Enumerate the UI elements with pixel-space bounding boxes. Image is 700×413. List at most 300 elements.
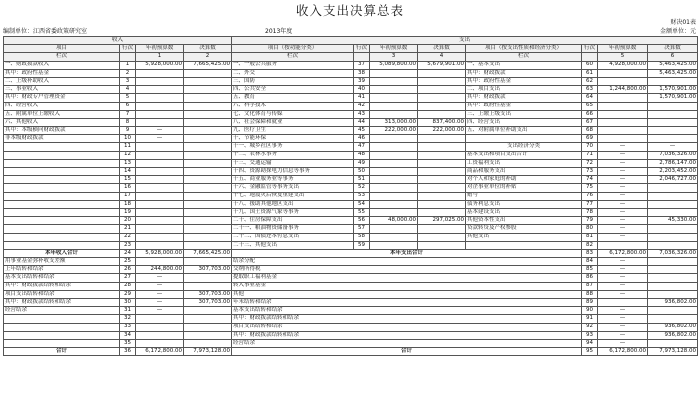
table-cell: — — [648, 143, 698, 151]
section-expense: 支出 — [232, 37, 698, 45]
table-cell — [598, 102, 648, 110]
table-cell — [370, 151, 418, 159]
table-cell — [136, 143, 184, 151]
table-cell: 34 — [120, 331, 136, 339]
table-cell: 33 — [120, 323, 136, 331]
table-cell: 63 — [582, 86, 598, 94]
table-row — [4, 168, 698, 176]
table-row — [4, 315, 698, 323]
table-cell: 合计 — [4, 348, 120, 356]
table-cell — [184, 331, 232, 339]
table-cell — [184, 315, 232, 323]
table-cell — [136, 233, 184, 241]
table-cell — [184, 102, 232, 110]
column-subheader: 2 — [184, 53, 232, 61]
table-cell — [370, 135, 418, 143]
table-cell: 6 — [120, 102, 136, 110]
table-cell — [418, 184, 466, 192]
table-cell: 313,000.00 — [370, 118, 418, 126]
table-cell: 十八、援助其他地区支出 — [232, 200, 354, 208]
table-cell: — — [598, 339, 648, 347]
table-cell: — — [598, 258, 648, 266]
table-cell — [184, 159, 232, 167]
table-cell — [418, 102, 466, 110]
table-cell: 53 — [354, 192, 370, 200]
table-row — [4, 339, 698, 347]
table-cell: 37 — [354, 61, 370, 69]
table-cell: 其他资本性支出 — [466, 217, 582, 225]
table-row — [4, 299, 698, 307]
report-meta — [3, 26, 696, 35]
table-cell — [136, 176, 184, 184]
table-cell — [4, 315, 120, 323]
table-cell: 72 — [582, 159, 598, 167]
table-cell: 其中：财政拨款结转和结余 — [4, 282, 120, 290]
column-header: 年初预算数 — [598, 45, 648, 53]
table-cell: — — [136, 299, 184, 307]
column-subheader — [354, 53, 370, 61]
table-cell: 其中：财政拨款 — [466, 69, 582, 77]
table-cell: 46 — [354, 135, 370, 143]
table-row — [4, 282, 698, 290]
table-cell — [648, 241, 698, 249]
table-cell: 上年结转和结余 — [4, 266, 120, 274]
table-cell: 32 — [120, 315, 136, 323]
table-cell: 85 — [582, 266, 598, 274]
table-cell: 65 — [582, 102, 598, 110]
table-cell: 80 — [582, 225, 598, 233]
table-cell — [648, 266, 698, 274]
column-header: 项目（按功能分类） — [232, 45, 354, 53]
table-cell: 7,973,128.00 — [648, 348, 698, 356]
table-cell — [184, 323, 232, 331]
table-cell — [136, 184, 184, 192]
table-cell — [648, 282, 698, 290]
table-cell — [598, 94, 648, 102]
table-cell: 十、节能环保 — [232, 135, 354, 143]
table-cell: 70 — [582, 143, 598, 151]
table-cell — [648, 274, 698, 282]
table-cell: 38 — [354, 69, 370, 77]
table-cell: 支出经济分类 — [466, 143, 582, 151]
table-cell: 四、公共安全 — [232, 86, 354, 94]
table-cell: 2 — [120, 69, 136, 77]
table-cell: 20 — [120, 217, 136, 225]
table-cell — [598, 118, 648, 126]
table-cell: — — [598, 274, 648, 282]
table-cell — [648, 102, 698, 110]
table-cell — [418, 135, 466, 143]
table-cell — [598, 69, 648, 77]
column-header: 决算数 — [184, 45, 232, 53]
table-cell — [136, 151, 184, 159]
table-cell: 30 — [120, 299, 136, 307]
table-cell: 5,928,000.00 — [136, 249, 184, 257]
column-header: 决算数 — [418, 45, 466, 53]
table-cell: 工资福利支出 — [466, 159, 582, 167]
table-cell: 35 — [120, 339, 136, 347]
table-cell — [4, 233, 120, 241]
table-cell — [136, 118, 184, 126]
table-cell: — — [598, 266, 648, 274]
table-cell: — — [598, 208, 648, 216]
table-cell: 二十、住房保障支出 — [232, 217, 354, 225]
table-cell — [418, 151, 466, 159]
table-cell: 62 — [582, 77, 598, 85]
table-cell — [648, 315, 698, 323]
column-header: 行次 — [354, 45, 370, 53]
table-cell: — — [598, 307, 648, 315]
table-cell: 48 — [354, 151, 370, 159]
table-cell: 79 — [582, 217, 598, 225]
column-header: 年初预算数 — [136, 45, 184, 53]
table-cell: 24 — [120, 249, 136, 257]
table-cell: 15 — [120, 176, 136, 184]
table-row — [4, 290, 698, 298]
table-cell — [648, 290, 698, 298]
table-row — [4, 143, 698, 151]
table-cell: 6,172,800.00 — [598, 348, 648, 356]
table-cell — [136, 94, 184, 102]
table-row — [4, 266, 698, 274]
table-cell — [598, 110, 648, 118]
table-cell — [136, 315, 184, 323]
summary-table — [3, 36, 698, 356]
table-cell — [136, 168, 184, 176]
table-cell — [418, 159, 466, 167]
table-cell: 7,665,425.00 — [184, 249, 232, 257]
table-row — [4, 241, 698, 249]
table-cell — [184, 168, 232, 176]
table-cell: 86 — [582, 274, 598, 282]
table-cell — [136, 200, 184, 208]
table-cell — [136, 323, 184, 331]
table-cell: 十九、国土资源气象等事务 — [232, 208, 354, 216]
table-cell: 244,800.00 — [136, 266, 184, 274]
table-cell — [648, 225, 698, 233]
table-cell — [418, 110, 466, 118]
table-cell — [370, 184, 418, 192]
table-cell — [184, 69, 232, 77]
table-cell: 222,000.00 — [418, 127, 466, 135]
table-cell: — — [598, 184, 648, 192]
table-cell: 22 — [120, 233, 136, 241]
table-cell: 83 — [582, 249, 598, 257]
table-cell: 项目支出结转和结余 — [232, 323, 582, 331]
table-cell: 4 — [120, 86, 136, 94]
table-cell: 三、国防 — [232, 77, 354, 85]
table-cell — [418, 200, 466, 208]
table-cell: 结余分配 — [232, 258, 582, 266]
table-cell — [648, 192, 698, 200]
table-cell: 45 — [354, 127, 370, 135]
table-cell: 2,046,727.00 — [648, 176, 698, 184]
table-cell: 对企事业单位的补贴 — [466, 184, 582, 192]
table-cell: 五、对附属单位补助支出 — [466, 127, 582, 135]
table-cell: 13 — [120, 159, 136, 167]
table-cell: 本年收入合计 — [4, 249, 120, 257]
table-cell — [648, 258, 698, 266]
column-subheader — [120, 53, 136, 61]
table-row — [4, 118, 698, 126]
table-cell: 78 — [582, 208, 598, 216]
table-cell: 73 — [582, 168, 598, 176]
column-header: 行次 — [582, 45, 598, 53]
column-header: 项目（按支出性质和经济分类） — [466, 45, 582, 53]
form-number: 财决01表 — [670, 19, 696, 26]
column-header: 年初预算数 — [370, 45, 418, 53]
column-subheader: 4 — [418, 53, 466, 61]
table-row — [4, 323, 698, 331]
table-row — [4, 208, 698, 216]
table-cell: 58 — [354, 233, 370, 241]
table-cell — [136, 331, 184, 339]
table-cell: — — [598, 143, 648, 151]
table-cell: 合计 — [232, 348, 582, 356]
table-cell: 297,025.00 — [418, 217, 466, 225]
table-cell: 82 — [582, 241, 598, 249]
table-cell: 7 — [120, 110, 136, 118]
column-subheader: 栏次 — [4, 53, 120, 61]
table-cell: 60 — [582, 61, 598, 69]
table-cell — [4, 192, 120, 200]
table-cell: 936,802.00 — [648, 331, 698, 339]
table-cell: 48,000.00 — [370, 217, 418, 225]
table-cell: 5,089,800.00 — [370, 61, 418, 69]
table-cell: 三、事业收入 — [4, 86, 120, 94]
table-cell — [136, 86, 184, 94]
table-cell: 18 — [120, 200, 136, 208]
table-cell: 59 — [354, 241, 370, 249]
table-cell: 54 — [354, 200, 370, 208]
table-cell: 27 — [120, 274, 136, 282]
table-cell: 债务利息支出 — [466, 200, 582, 208]
table-cell: 基本支出和项目支出合计 — [466, 151, 582, 159]
table-cell — [136, 77, 184, 85]
table-cell — [136, 339, 184, 347]
table-cell: 5,928,000.00 — [136, 61, 184, 69]
table-cell: 41 — [354, 94, 370, 102]
column-header: 决算数 — [648, 45, 698, 53]
table-cell: 其中：财政拨款结转和结余 — [232, 315, 582, 323]
table-cell — [184, 241, 232, 249]
table-cell — [648, 233, 698, 241]
table-cell — [418, 94, 466, 102]
table-cell: — — [598, 217, 648, 225]
table-cell: 64 — [582, 94, 598, 102]
table-cell — [598, 135, 648, 143]
table-row — [4, 110, 698, 118]
table-cell: 5 — [120, 94, 136, 102]
table-cell — [648, 135, 698, 143]
table-cell: 其他 — [232, 290, 582, 298]
table-cell: — — [598, 168, 648, 176]
table-cell: 4,928,000.00 — [598, 61, 648, 69]
table-cell: 8 — [120, 118, 136, 126]
table-cell: 7,665,425.00 — [184, 61, 232, 69]
table-cell — [184, 307, 232, 315]
table-cell: 1 — [120, 61, 136, 69]
table-cell — [370, 225, 418, 233]
table-cell: 837,400.00 — [418, 118, 466, 126]
table-cell — [4, 184, 120, 192]
amount-unit: 金额单位：元 — [659, 28, 696, 35]
table-cell — [184, 208, 232, 216]
table-cell — [4, 339, 120, 347]
table-cell: 二、项目支出 — [466, 86, 582, 94]
table-cell — [648, 307, 698, 315]
table-cell — [184, 339, 232, 347]
table-row — [4, 348, 698, 356]
table-cell — [136, 208, 184, 216]
table-cell — [418, 86, 466, 94]
table-cell — [370, 159, 418, 167]
table-cell: — — [598, 282, 648, 290]
table-cell: 42 — [354, 102, 370, 110]
table-cell — [370, 233, 418, 241]
table-cell — [370, 94, 418, 102]
table-cell — [184, 151, 232, 159]
table-cell — [370, 69, 418, 77]
table-row — [4, 184, 698, 192]
table-cell: 75 — [582, 184, 598, 192]
table-cell — [184, 86, 232, 94]
table-cell: 88 — [582, 290, 598, 298]
column-subheader: 栏次 — [232, 53, 354, 61]
table-cell: 二、外交 — [232, 69, 354, 77]
table-cell: 307,703.00 — [184, 290, 232, 298]
table-cell — [184, 192, 232, 200]
table-cell: 9 — [120, 127, 136, 135]
table-cell: 二十一、粮油物资储备事务 — [232, 225, 354, 233]
table-cell — [184, 135, 232, 143]
table-cell: 十一、城乡社区事务 — [232, 143, 354, 151]
table-cell — [648, 110, 698, 118]
table-cell: 经营结余 — [232, 339, 582, 347]
table-cell: 基本支出结转和结余 — [232, 307, 582, 315]
table-cell: 90 — [582, 307, 598, 315]
table-cell: — — [598, 192, 648, 200]
column-header: 行次 — [120, 45, 136, 53]
table-cell: 936,802.00 — [648, 299, 698, 307]
table-cell: 84 — [582, 258, 598, 266]
table-cell — [184, 200, 232, 208]
column-subheader: 6 — [648, 53, 698, 61]
table-cell — [648, 118, 698, 126]
table-cell — [418, 241, 466, 249]
table-cell — [136, 241, 184, 249]
table-cell: — — [136, 307, 184, 315]
table-cell — [370, 192, 418, 200]
table-cell: 45,330.00 — [648, 217, 698, 225]
table-cell — [598, 299, 648, 307]
table-cell: 基本建设支出 — [466, 208, 582, 216]
table-cell: 六、科学技术 — [232, 102, 354, 110]
table-cell: 五、教育 — [232, 94, 354, 102]
table-cell — [4, 159, 120, 167]
table-cell — [4, 200, 120, 208]
table-cell: — — [136, 290, 184, 298]
table-cell: 五、附属单位上缴收入 — [4, 110, 120, 118]
table-cell — [184, 184, 232, 192]
table-cell — [184, 274, 232, 282]
table-cell: 89 — [582, 299, 598, 307]
table-cell: 68 — [582, 127, 598, 135]
table-cell: 四、经营收入 — [4, 102, 120, 110]
section-income: 收入 — [4, 37, 232, 45]
table-cell: 7,973,128.00 — [184, 348, 232, 356]
table-row — [4, 176, 698, 184]
table-cell — [370, 208, 418, 216]
table-cell — [184, 225, 232, 233]
table-cell — [184, 77, 232, 85]
table-cell: 其中：政府性基金 — [466, 77, 582, 85]
table-cell — [370, 168, 418, 176]
table-cell: 一、基本支出 — [466, 61, 582, 69]
table-cell — [418, 192, 466, 200]
table-cell: 四、经营支出 — [466, 118, 582, 126]
table-cell: 一、财政拨款收入 — [4, 61, 120, 69]
table-cell: 十二、农林水事务 — [232, 151, 354, 159]
table-cell — [184, 127, 232, 135]
table-cell: — — [598, 176, 648, 184]
table-cell: 51 — [354, 176, 370, 184]
table-cell: 2,203,452.00 — [648, 168, 698, 176]
table-cell: 222,000.00 — [370, 127, 418, 135]
column-subheader-row — [4, 53, 698, 61]
table-cell: 一、一般公共服务 — [232, 61, 354, 69]
table-cell — [4, 143, 120, 151]
table-cell: 3 — [120, 77, 136, 85]
table-cell — [4, 323, 120, 331]
table-cell: 二十三、其他支出 — [232, 241, 354, 249]
table-cell: 贷款转贷及产权参股 — [466, 225, 582, 233]
table-cell: 其中：财政专户管理资金 — [4, 94, 120, 102]
compiling-unit: 编制单位：江西省委政策研究室 — [3, 28, 88, 35]
table-cell — [136, 102, 184, 110]
table-row — [4, 233, 698, 241]
table-cell: 91 — [582, 315, 598, 323]
table-cell — [184, 110, 232, 118]
table-cell: — — [598, 315, 648, 323]
column-subheader: 1 — [136, 53, 184, 61]
table-cell — [598, 77, 648, 85]
table-cell: 307,703.00 — [184, 266, 232, 274]
table-cell: — — [136, 274, 184, 282]
table-row — [4, 307, 698, 315]
table-cell: 44 — [354, 118, 370, 126]
table-cell — [648, 127, 698, 135]
table-cell — [466, 135, 582, 143]
table-cell — [418, 233, 466, 241]
table-cell: 其中：财政拨款结转和结余 — [232, 331, 582, 339]
table-cell: 其中：政府性基金 — [466, 102, 582, 110]
table-cell — [418, 168, 466, 176]
table-cell — [370, 86, 418, 94]
table-cell: 二十二、国债还本付息支出 — [232, 233, 354, 241]
table-cell: 项目支出结转和结余 — [4, 290, 120, 298]
table-cell — [4, 176, 120, 184]
column-subheader — [582, 53, 598, 61]
table-cell: 69 — [582, 135, 598, 143]
table-cell: 23 — [120, 241, 136, 249]
table-cell: 经营结余 — [4, 307, 120, 315]
table-cell: 50 — [354, 168, 370, 176]
column-header-row — [4, 45, 698, 53]
table-cell — [418, 77, 466, 85]
table-cell: 其中：财政拨款结转和结余 — [4, 299, 120, 307]
table-cell: 十四、资源勘探电力信息等事务 — [232, 168, 354, 176]
